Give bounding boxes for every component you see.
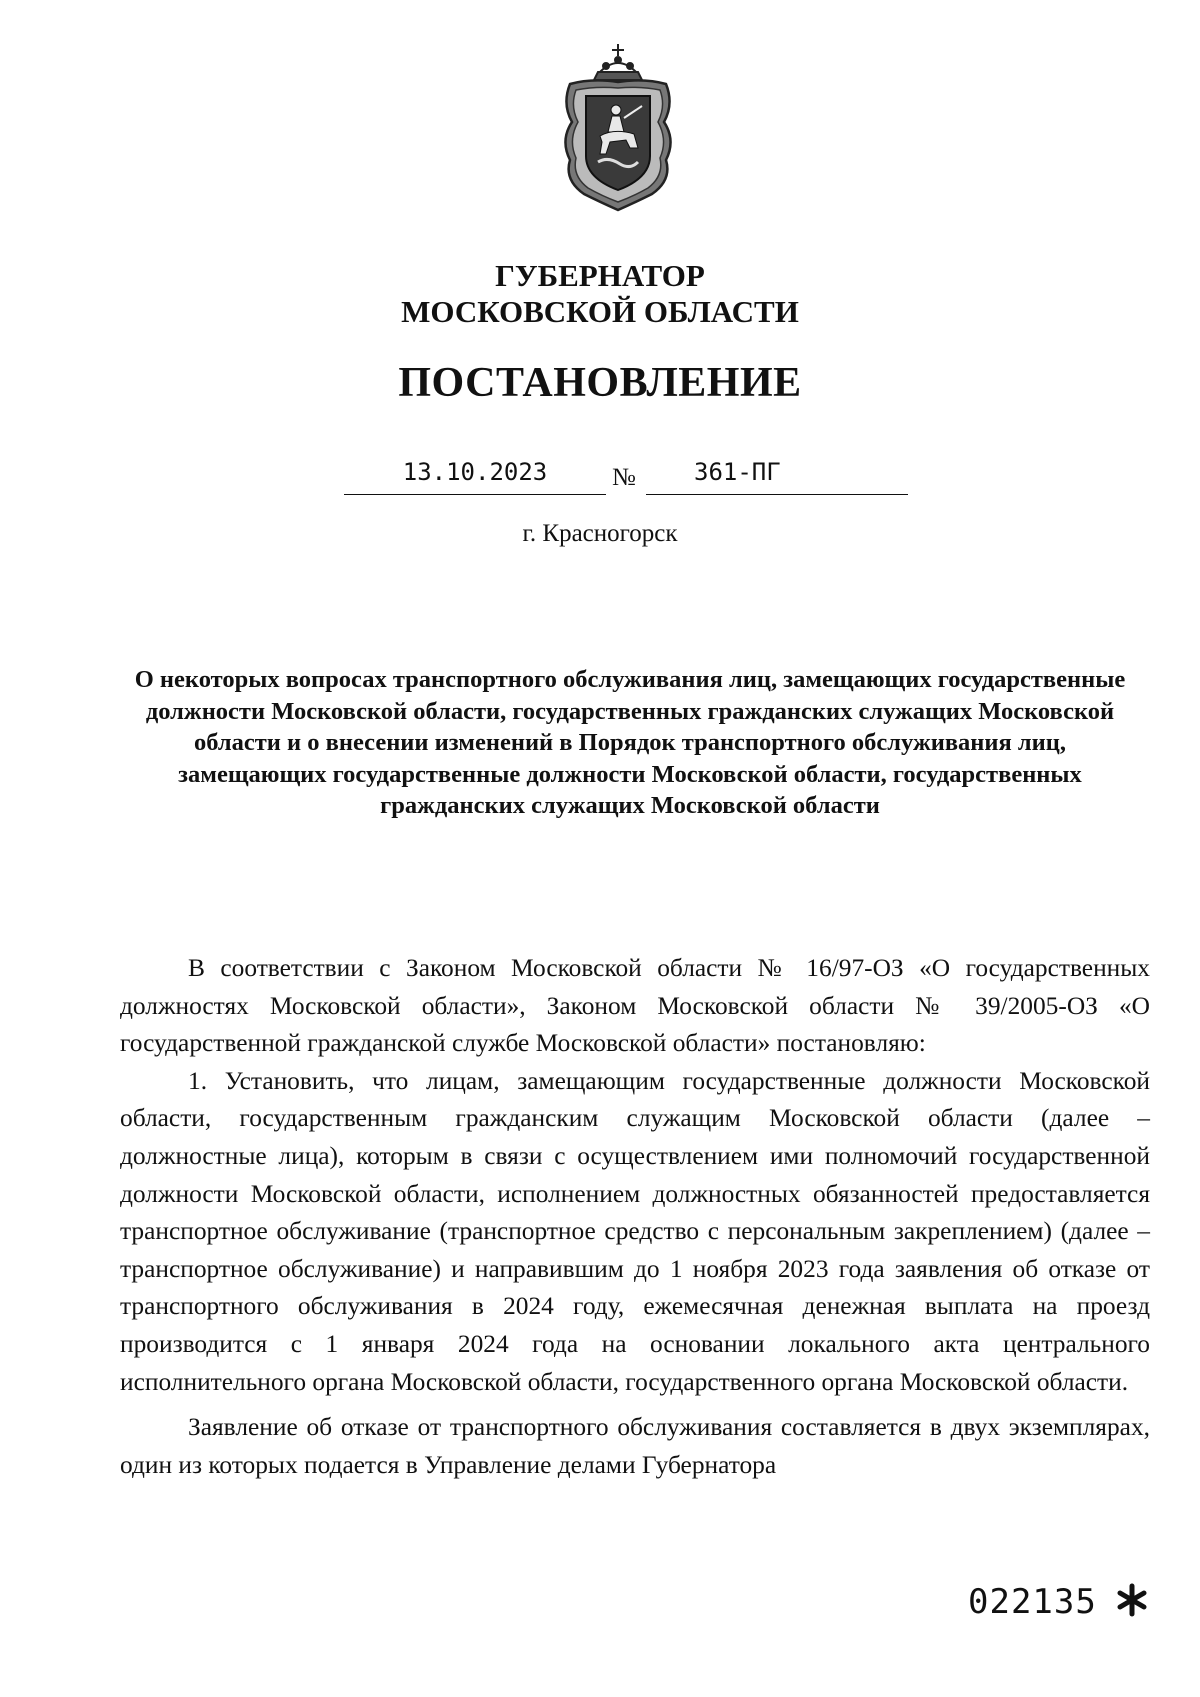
serial-code: 022135 xyxy=(968,1582,1097,1622)
authority-title-line1: ГУБЕРНАТОР xyxy=(495,258,705,293)
document-date: 13.10.2023 xyxy=(344,454,606,495)
item-1-paragraph: 1. Установить, что лицам, замещающим государственные должности Московской области, государственным гражданским служащим Московской области (далее – должностные лица), которым в связи с осуществлением ими полномочий государственной должности Московской области, исполнением должностных обязанностей предоставляется транспортное обслуживание (транспортное средство с персональным закреплением) (далее – транспортное обслуживание) и направившим до 1 ноября 2023 года заявления об отказе от транспортного обслуживания в 2024 году, ежемесячная денежная выплата на проезд производится с 1 января 2024 года на основании локального акта центрального исполнительного органа Московской области, государственного органа Московской области. xyxy=(120,1066,1150,1396)
document-type-title: ПОСТАНОВЛЕНИЕ xyxy=(398,360,802,406)
number-sign: № xyxy=(612,464,636,491)
document-body xyxy=(120,950,1150,1484)
document-subject: О некоторых вопросах транспортного обслуживания лиц, замещающих государственные должности Московской области, государственных гражданских служащих Московской области и о внесении изменений в Порядок транспортного обслуживания лиц, замещающих государственные должности Московской области, государственных гражданских служащих Московской области xyxy=(134,666,1126,820)
registration-row xyxy=(344,454,910,498)
document-number: 361-ПГ xyxy=(646,454,908,495)
coat-of-arms-icon xyxy=(554,44,682,212)
preamble-paragraph: В соответствии с Законом Московской области № 16/97-ОЗ «О государственных должностях Московской области», Законом Московской области № 39/2005-ОЗ «О государственной гражданской службе Московской области» постановляю: xyxy=(120,954,1150,1058)
asterisk-icon xyxy=(1114,1580,1150,1620)
issue-city: г. Красногорск xyxy=(522,520,678,547)
authority-title-line2: МОСКОВСКОЙ ОБЛАСТИ xyxy=(401,294,799,329)
item-1-second-paragraph: Заявление об отказе от транспортного обслуживания составляется в двух экземплярах, один из которых подается в Управление делами Губернатора xyxy=(120,1413,1150,1479)
